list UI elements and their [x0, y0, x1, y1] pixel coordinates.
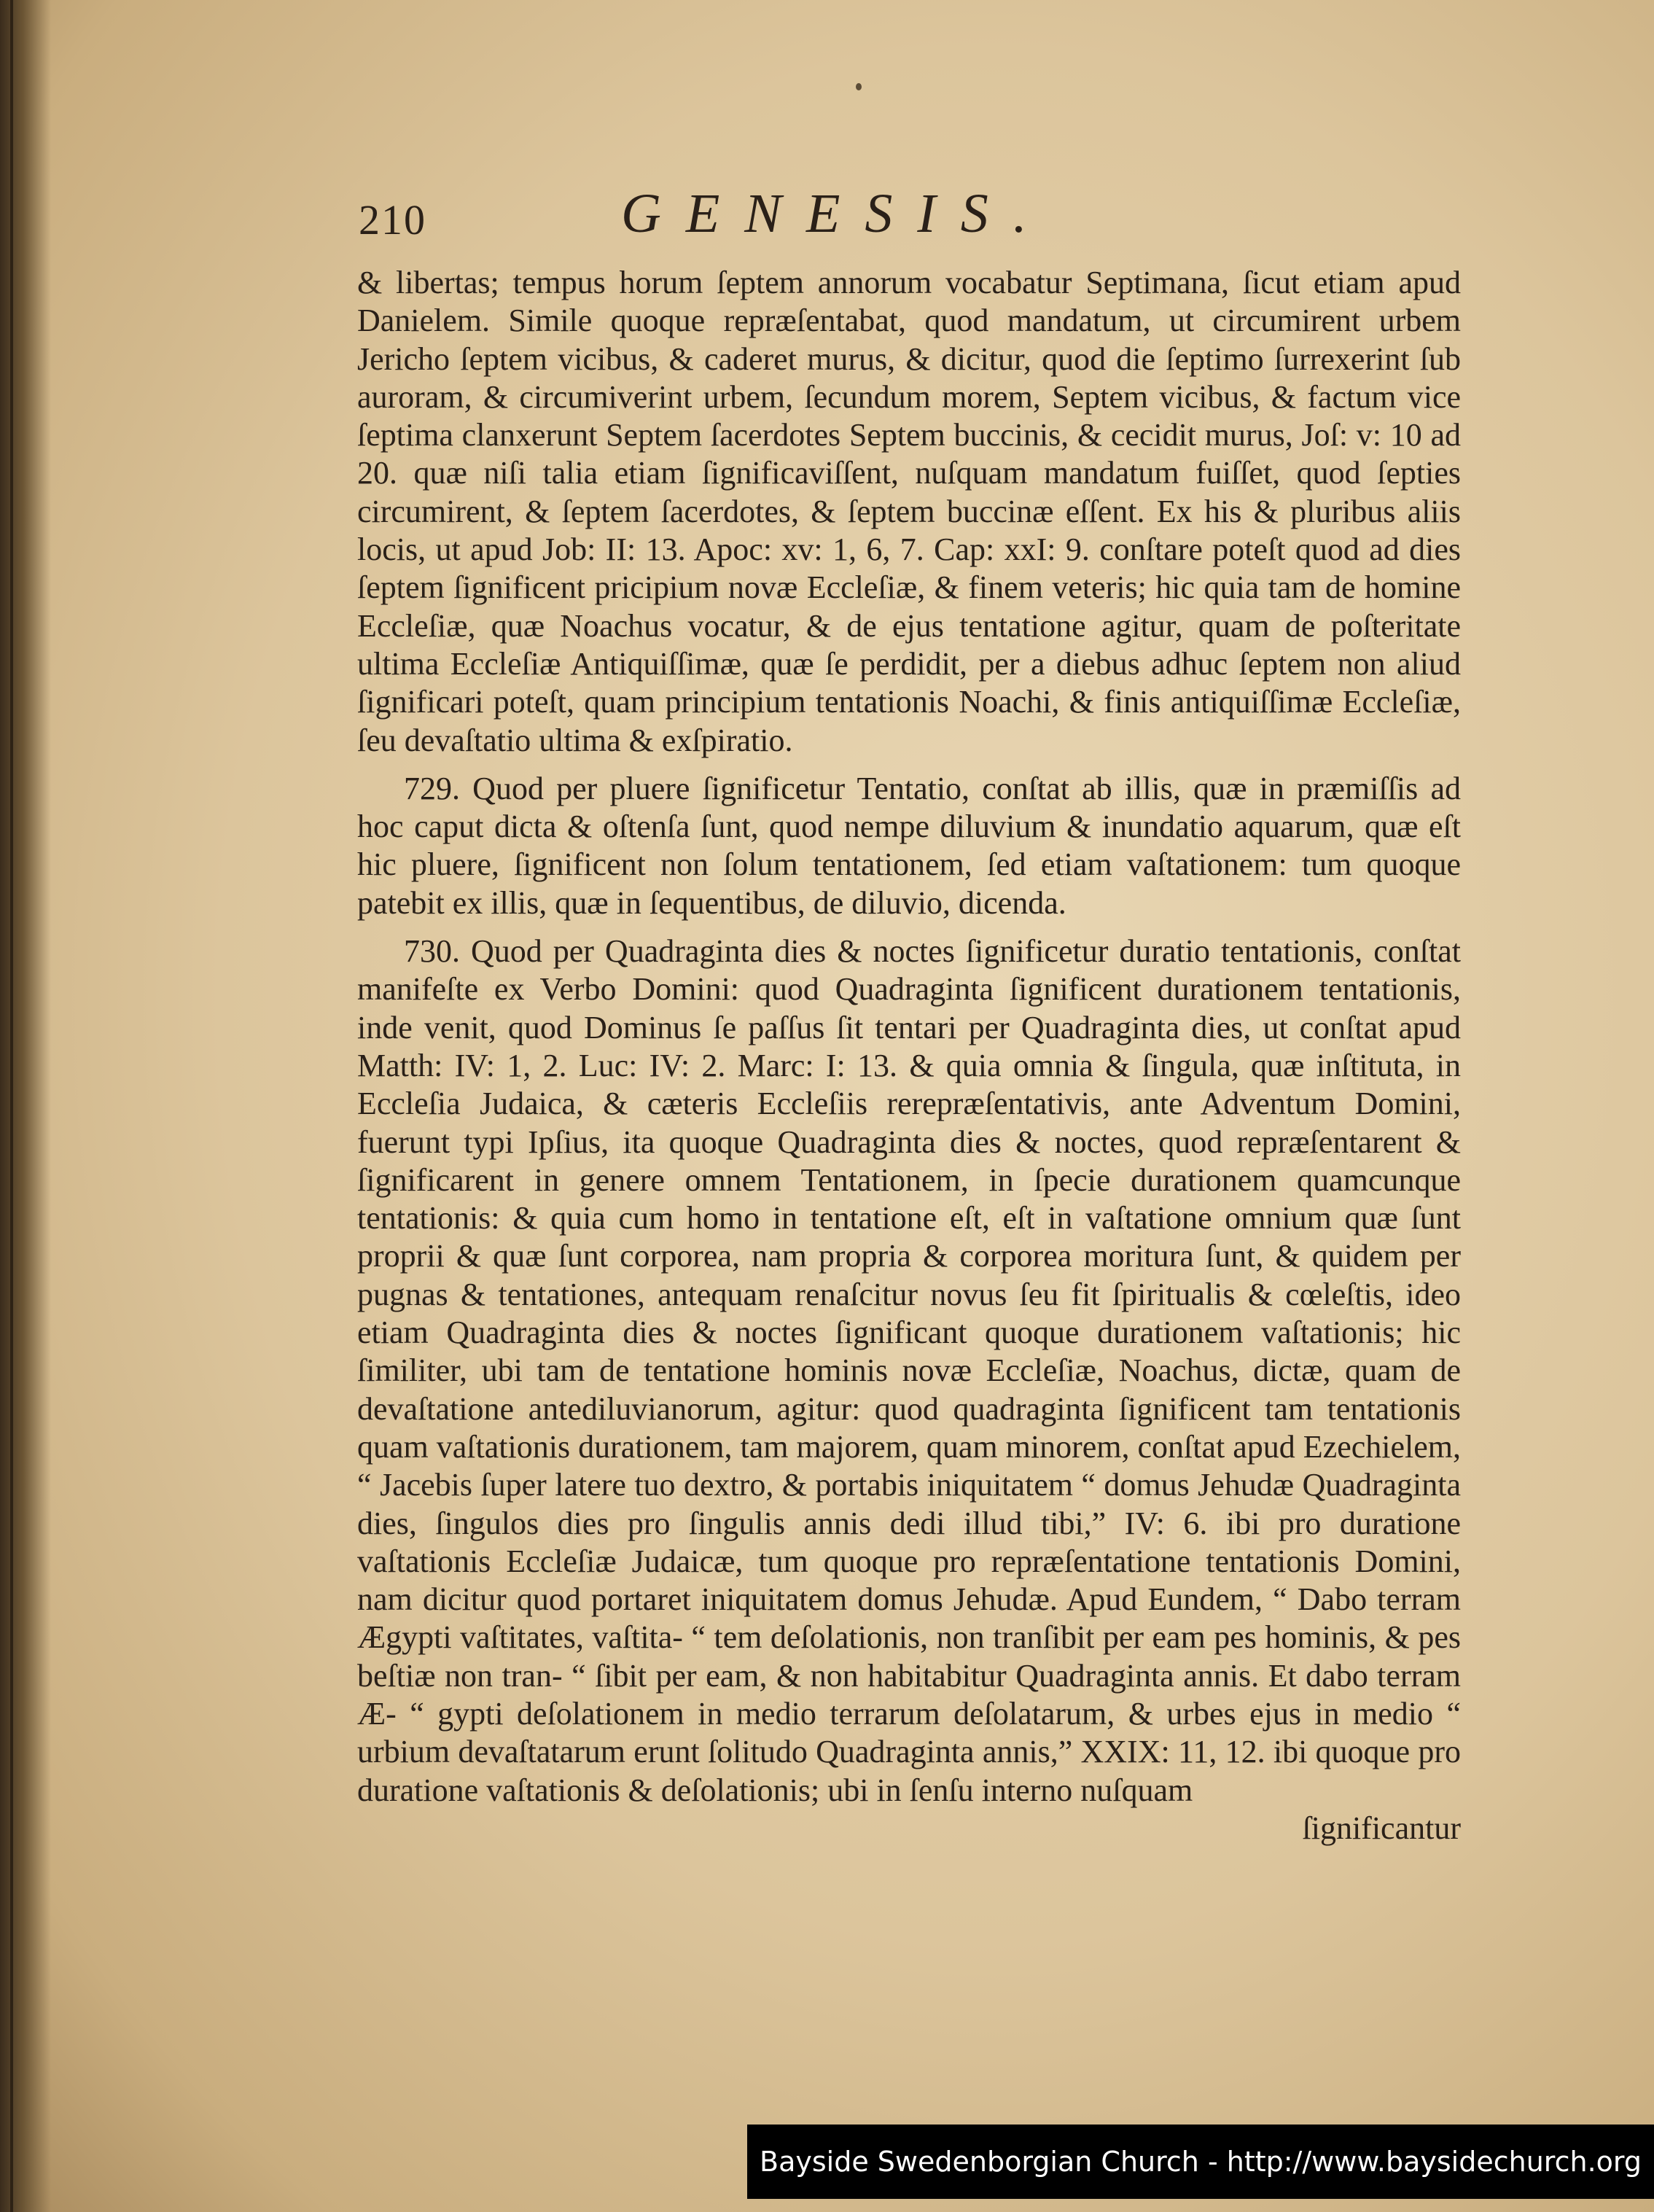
book-title: GENESIS. [621, 183, 1052, 244]
binding-shadow [0, 0, 51, 2212]
catchword: ſignificantur [1302, 1810, 1461, 1846]
running-head [359, 182, 1452, 248]
binding-edge [10, 0, 13, 2212]
body-text [357, 264, 1461, 1847]
paragraph-continued: & libertas; tempus horum ſeptem annorum vocabatur Septimana, ſicut etiam apud Danielem. Simile quoque repræſentabat, quod mandatum, ut circumirent urbem Jericho ſeptem vicibus, & caderet murus, & dicitur, quod die ſeptimo ſurrexerint ſub auroram, & circumiverint urbem, ſecundum morem, Septem vicibus, & factum vice ſeptima clanxerunt Septem ſacerdotes Septem buccinis, & cecidit murus, Joſ: v: 10 ad 20. quæ niſi talia etiam ſignificaviſſent, nuſquam mandatum fuiſſet, quod ſepties circumirent, & ſeptem ſacerdotes, & ſeptem buccinæ eſſent. Ex his & pluribus aliis locis, ut apud Job: II: 13. Apoc: xv: 1, 6, 7. Cap: xxI: 9. conſtare poteſt quod ad dies ſeptem ſignificent pricipium novæ Eccleſiæ, & finem veteris; hic quia tam de homine Eccleſiæ, quæ Noachus vocatur, & de ejus tentatione agitur, quam de poſteritate ultima Eccleſiæ Antiquiſſimæ, quæ ſe perdidit, per a diebus adhuc ſeptem non aliud ſignificari poteſt, quam principium tentationis Noachi, & finis antiquiſſimæ Eccleſiæ, ſeu devaſtatio ultima & exſpiratio. [357, 265, 1461, 758]
page-number: 210 [359, 196, 426, 244]
paragraph-730: 730. Quod per Quadraginta dies & noctes ſignificetur duratio tentationis, conſtat manifeſte ex Verbo Domini: quod Quadraginta ſignificent durationem tentationis, inde venit, quod Dominus ſe paſſus ſit tentari per Quadraginta dies, ut conſtat apud Matth: IV: 1, 2. Luc: IV: 2. Marc: I: 13. & quia omnia & ſingula, quæ inſtituta, in Eccleſia Judaica, & cæteris Eccleſiis rerepræſentativis, ante Adventum Domini, fuerunt typi Ipſius, ita quoque Quadraginta dies & noctes, quod repræſentarent & ſignificarent in genere omnem Tentationem, in ſpecie durationem quamcunque tentationis: & quia cum homo in tentatione eſt, eſt in vaſtatione omnium quæ ſunt proprii & quæ ſunt corporea, nam propria & corporea moritura ſunt, & quidem per pugnas & tentationes, antequam renaſcitur novus ſeu fit ſpiritualis & cœleſtis, ideo etiam Quadraginta dies & noctes ſignificant quoque durationem vaſtationis; hic ſimiliter, ubi tam de tentatione hominis novæ Eccleſiæ, Noachus, dictæ, quam de devaſtatione antediluvianorum, agitur: quod quadraginta ſignificent tam tentationis quam vaſtationis durationem, tam majorem, quam minorem, conſtat apud Ezechielem, “ Jacebis ſuper latere tuo dextro, & portabis iniquitatem “ domus Jehudæ Quadraginta dies, ſingulos dies pro ſingulis annis dedi illud tibi,” IV: 6. ibi pro duratione vaſtationis Eccleſiæ Judaicæ, tum quoque pro repræſentatione tentationis Domini, nam dicitur quod portaret iniquitatem domus Jehudæ. Apud Eundem, “ Dabo terram Ægypti vaſtitates, vaſtita- “ tem deſolationis, non tranſibit per eam pes hominis, & pes beſtiæ non tran- “ ſibit per eam, & non habitabitur Quadraginta annis. Et dabo terram Æ- “ gypti deſolationem in medio terrarum deſolatarum, & urbes ejus in medio “ urbium devaſtatarum erunt ſolitudo Quadraginta annis,” XXIX: 11, 12. ibi quoque pro duratione vaſtationis & deſolationis; ubi in ſenſu interno nuſquam [357, 933, 1461, 1808]
ink-speck [856, 83, 862, 90]
paragraph-729: 729. Quod per pluere ſignificetur Tentatio, conſtat ab illis, quæ in præmiſſis ad hoc caput dicta & oſtenſa ſunt, quod nempe diluvium & inundatio aquarum, quæ eſt hic pluere, ſignificent non ſolum tentationem, ſed etiam vaſtationem: tum quoque patebit ex illis, quæ in ſequentibus, de diluvio, dicenda. [357, 770, 1461, 921]
website-banner: Bayside Swedenborgian Church - http://www.baysidechurch.org [747, 2125, 1654, 2199]
